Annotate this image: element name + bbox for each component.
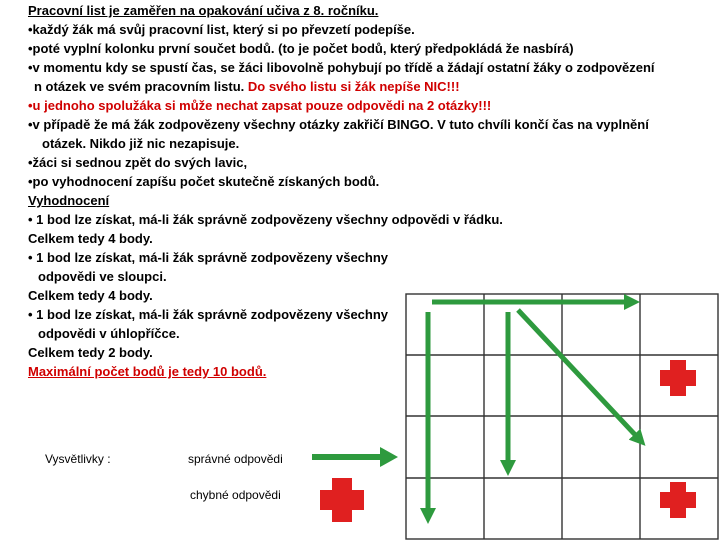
legend-cross-icon [318,476,366,522]
bullet-movement-cont [34,79,460,95]
diagonal-rule: • 1 bod lze získat, má-li žák správně zodpovězeny všechny [28,307,389,322]
evaluation-title: Vyhodnocení [28,193,110,208]
bullet-bingo: •v případě že má žák zodpovězeny všechny otázky zakřičí BINGO. V tuto chvíli končí čas na vyplnění [28,117,649,132]
bullet-movement-cont-text: n otázek ve svém pracovním listu. [34,79,245,94]
bullet-evaluation: •po vyhodnocení zapíšu počet skutečně získaných bodů. [28,174,380,189]
max-points: Maximální počet bodů je tedy 10 bodů. [28,364,267,379]
legend-title: Vysvětlivky : [45,452,111,466]
diagonal-total: Celkem tedy 2 body. [28,345,153,360]
row-rule: • 1 bod lze získat, má-li žák správně zodpovězeny všechny odpovědi v řádku. [28,212,503,227]
wrong-cross [660,360,696,396]
row-total: Celkem tedy 4 body. [28,231,153,246]
diagonal-rule-cont: odpovědi v úhlopříčce. [38,326,180,341]
diagonal-arrow [518,310,640,440]
bullet-sit-down: •žáci si sednou zpět do svých lavic, [28,155,248,170]
bullet-bingo-cont: otázek. Nikdo již nic nezapisuje. [42,136,240,151]
wrong-crosses [660,360,696,518]
legend-arrow-icon [312,446,402,470]
bullet-signature: •každý žák má svůj pracovní list, který si po převzetí podepíše. [28,22,415,37]
correct-arrows [428,302,640,516]
column-total: Celkem tedy 4 body. [28,288,153,303]
bullet-movement: •v momentu kdy se spustí čas, se žáci libovolně pohybují po třídě a žádají ostatní žáky o zodpovězení [28,60,655,75]
column-rule: • 1 bod lze získat, má-li žák správně zodpovězeny všechny [28,250,389,265]
bullet-two-answers: •u jednoho spolužáka si může nechat zapsat pouze odpovědi na 2 otázky!!! [28,98,492,113]
wrong-cross [660,482,696,518]
legend-correct-label: správné odpovědi [188,452,283,466]
bingo-grid [400,290,720,540]
column-rule-cont: odpovědi ve sloupci. [38,269,167,284]
legend-wrong-label: chybné odpovědi [190,488,281,502]
no-writing-warning: Do svého listu si žák nepíše NIC!!! [247,79,460,94]
bullet-first-sum: •poté vyplní kolonku první součet bodů. (to je počet bodů, který předpokládá že nasbírá) [28,41,574,56]
heading: Pracovní list je zaměřen na opakování učiva z 8. ročníku. [28,3,379,18]
